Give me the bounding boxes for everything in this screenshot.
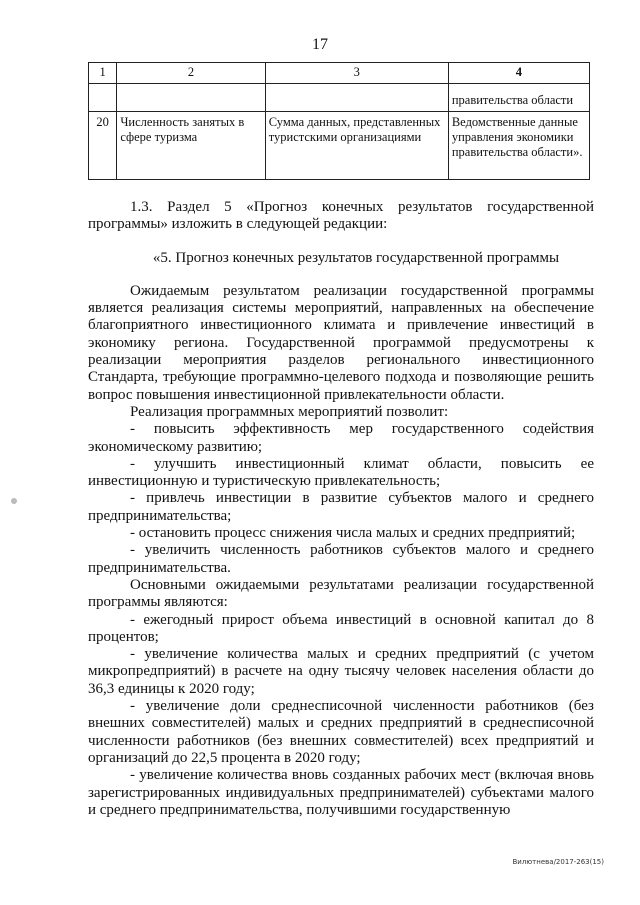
paragraph-expected-result: Ожидаемым результатом реализации государственной программы является реализация системы мероприятий, направленных на обеспечение благоприятного инвестиционного климата и привлечение инвестиций в экономику региона. Государственной программой предусмотрены к реализации мероприятия разделов регионального инвестиционного Стандарта, требующие программно-целевого подхода и позволяющие решить вопрос повышения инвестиционной привлекательности области.: [88, 282, 594, 403]
header-cell-4: 4: [448, 63, 589, 84]
list-item: - повысить эффективность мер государственного содействия экономическому развитию;: [88, 421, 594, 455]
scan-speck: [11, 498, 17, 504]
document-body: [88, 199, 594, 819]
table-row-20: [89, 112, 590, 180]
table-cell: [117, 84, 265, 112]
indicators-table: [88, 62, 590, 180]
calculation-method: Сумма данных, представленных туристскими организациями: [265, 112, 448, 180]
list-item: - привлечь инвестиции в развитие субъектов малого и среднего предпринимательства;: [88, 490, 594, 524]
table-cell: правительства области: [448, 84, 589, 112]
amendment-paragraph: 1.3. Раздел 5 «Прогноз конечных результатов государственной программы» изложить в следующей редакции:: [88, 199, 594, 233]
table-row-continuation: [89, 84, 590, 112]
table-header-row: [89, 63, 590, 84]
list-item: - увеличение количества вновь созданных рабочих мест (включая вновь зарегистрированных индивидуальных предпринимателей) субъектами малого и среднего предпринимательства, получившими государственную: [88, 767, 594, 818]
header-cell-2: 2: [117, 63, 265, 84]
data-source: Ведомственные данные управления экономики правительства области».: [448, 112, 589, 180]
table-cell: [89, 84, 117, 112]
list-item: - ежегодный прирост объема инвестиций в основной капитал до 8 процентов;: [88, 611, 594, 645]
header-cell-1: 1: [89, 63, 117, 84]
row-number: 20: [89, 112, 117, 180]
paragraph-main-results: Основными ожидаемыми результатами реализации государственной программы являются:: [88, 576, 594, 611]
list-item: - улучшить инвестиционный климат области, повысить ее инвестиционную и туристическую привлекательность;: [88, 455, 594, 490]
table-cell: [265, 84, 448, 112]
list-item: - увеличение количества малых и средних предприятий (с учетом микропредприятий) в расчете на одну тысячу человек населения области до 36,3 единицы к 2020 году;: [88, 646, 594, 697]
header-cell-3: 3: [265, 63, 448, 84]
section-heading: «5. Прогноз конечных результатов государственной программы: [152, 249, 560, 266]
page-number: 17: [312, 36, 328, 53]
paragraph-measures-intro: Реализация программных мероприятий позволит:: [130, 403, 449, 420]
list-item: - остановить процесс снижения числа малых и средних предприятий;: [130, 525, 576, 542]
footer-code: Вилютнева/2017-263(15): [512, 858, 604, 866]
indicator-name: Численность занятых в сфере туризма: [117, 112, 265, 180]
list-item: - увеличить численность работников субъектов малого и среднего предпринимательства.: [88, 542, 594, 576]
list-item: - увеличение доли среднесписочной численности работников (без внешних совместителей) малых и средних предприятий в среднесписочной численности работников (без внешних совместителей) всех предприятий и организаций до 22,5 процента в 2020 году;: [88, 698, 594, 766]
